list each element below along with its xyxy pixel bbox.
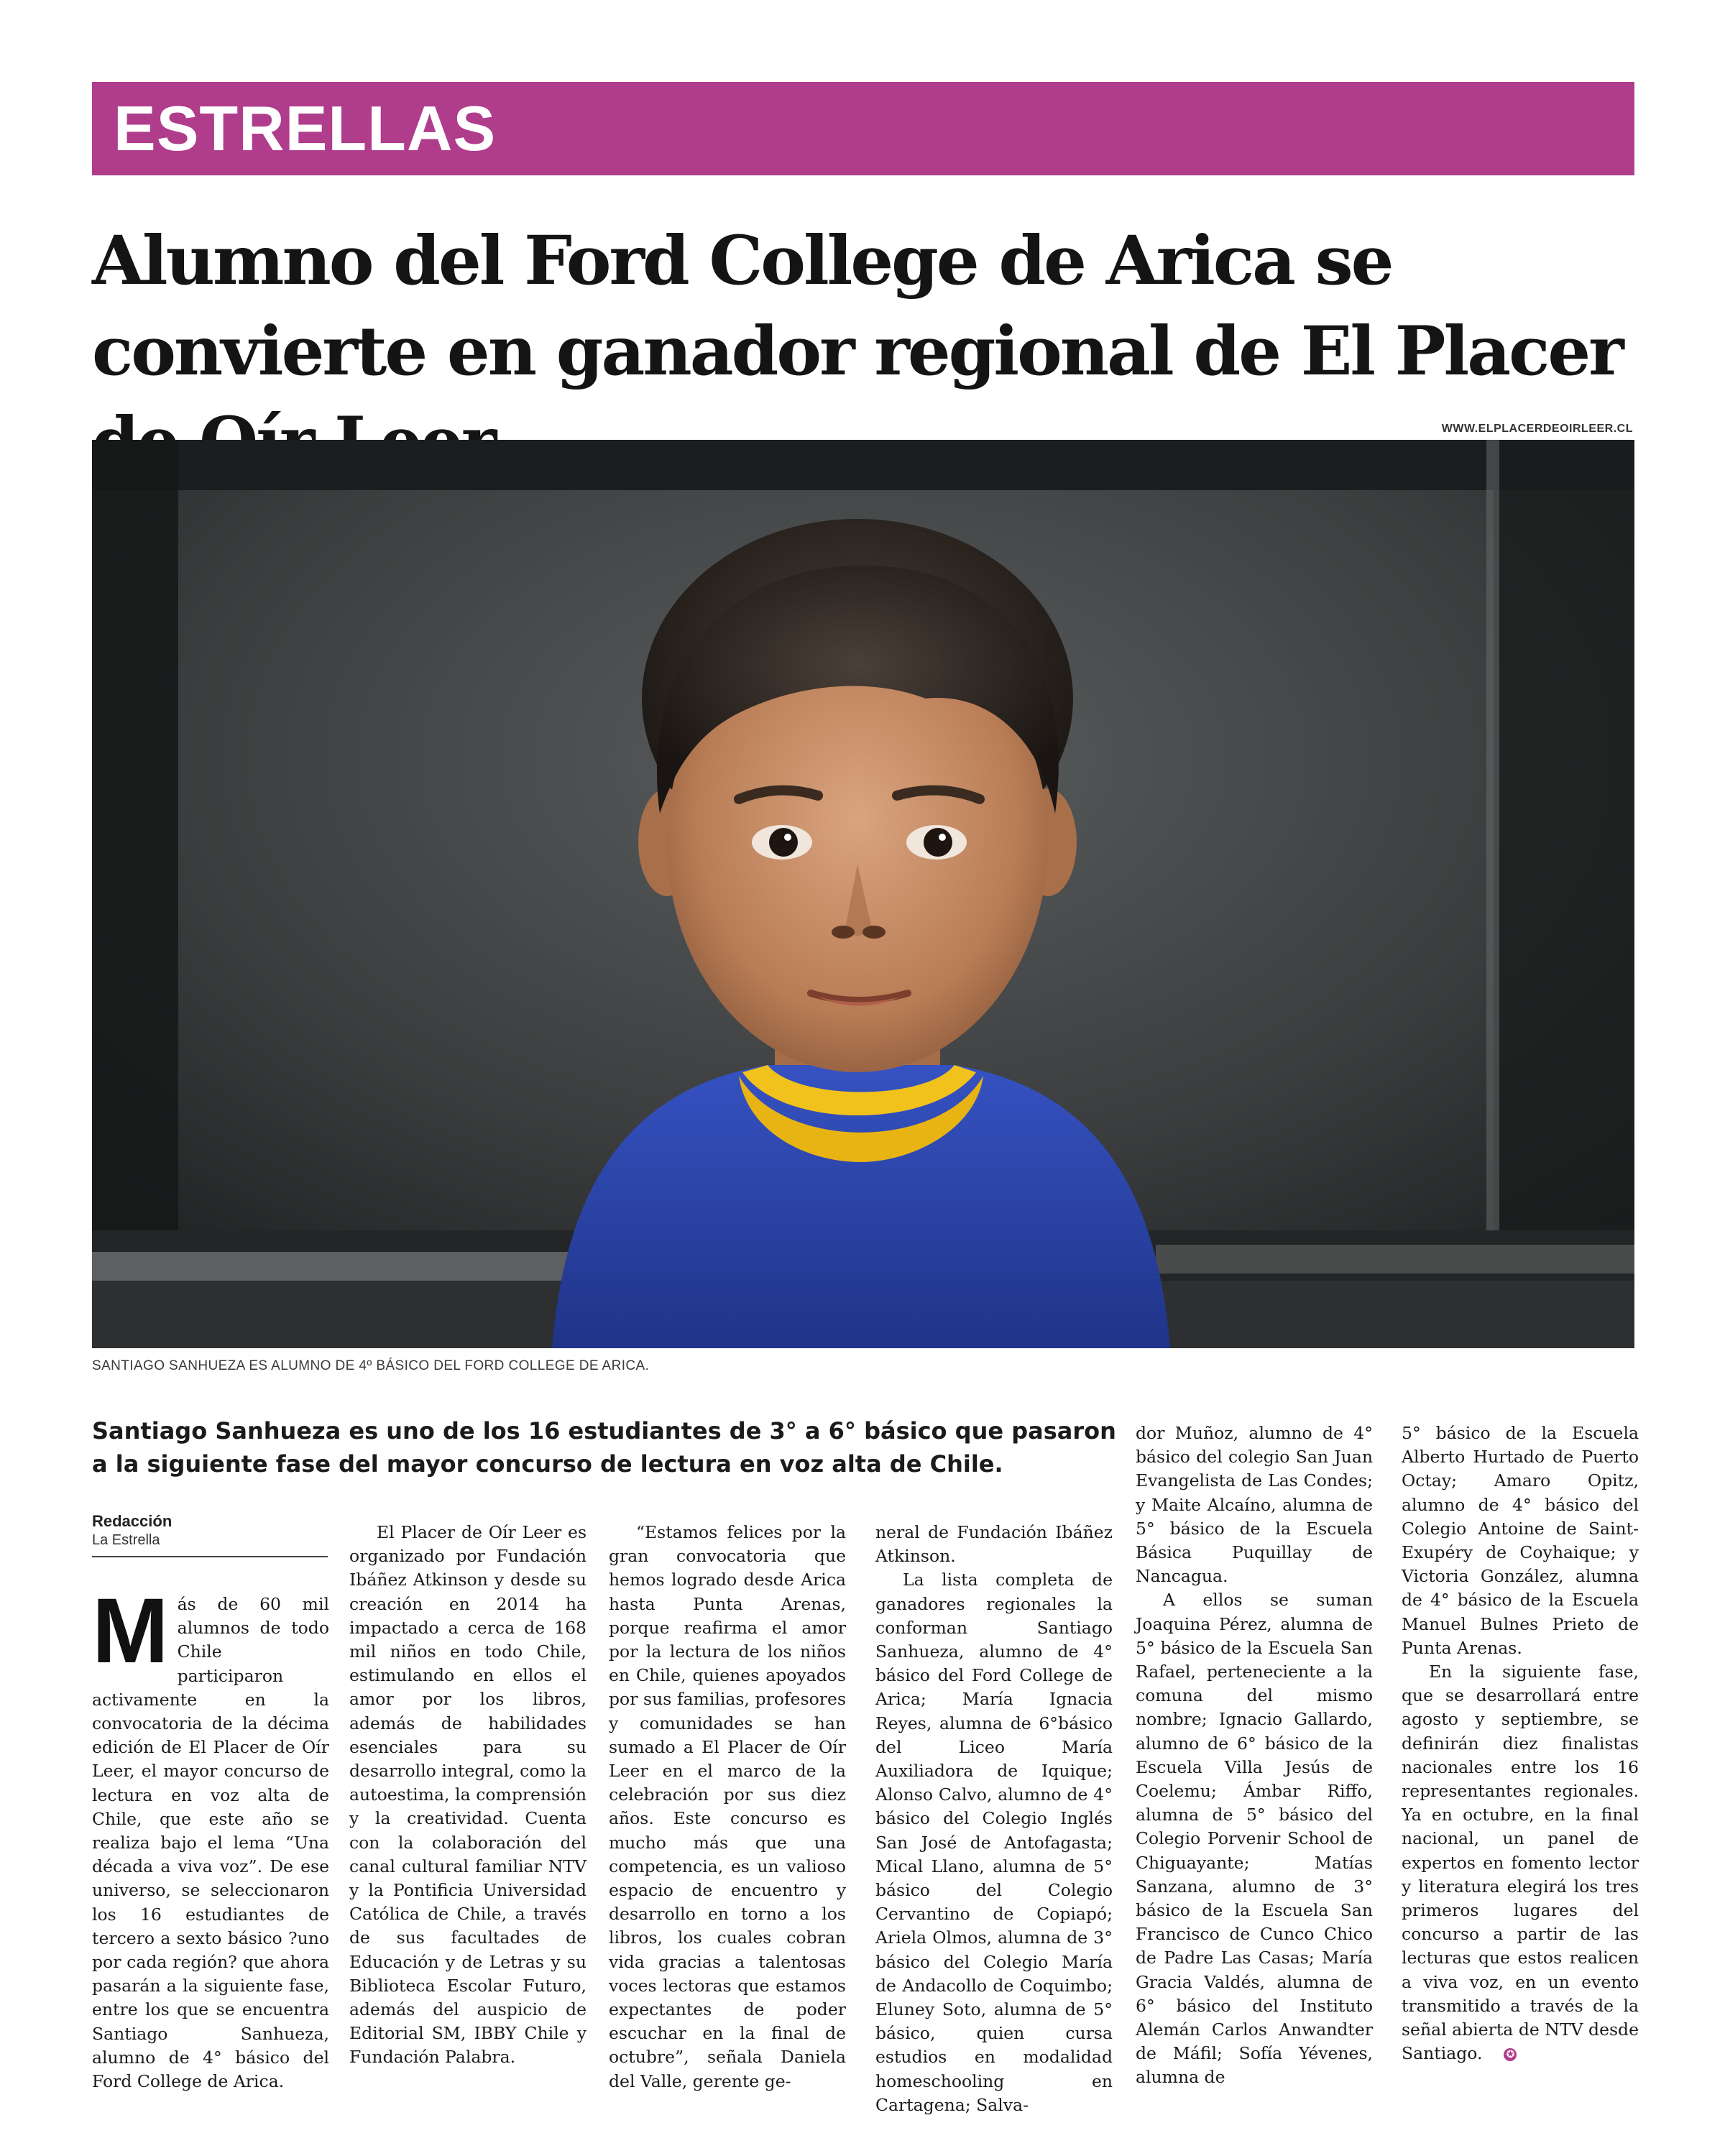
main-photo: [92, 440, 1634, 1348]
paragraph-text: En la siguiente fase, que se desarrollará entre agosto y septiembre, se definirán diez finalistas nacionales entre los 16 representantes regionales. Ya en octubre, en la final nacional, un panel de expertos en fomento lector y literatura elegirá los tres primeros lugares del concurso a partir de las lecturas que estos realicen a viva voz, en un evento transmitido a través de la señal abierta de NTV desde Santiago.: [1402, 1662, 1639, 2064]
star-end-mark-icon: ✪: [1504, 2048, 1517, 2061]
byline: [92, 1512, 328, 1557]
body-paragraph: dor Muñoz, alumno de 4° básico del colegio San Juan Evangelista de Las Condes; y Maite Alcaíno, alumna de 5° básico de la Escuela Básica Puquillay de Nancagua.: [1136, 1423, 1373, 1587]
photo-credit: WWW.ELPLACERDEOIRLEER.CL: [1441, 423, 1633, 435]
byline-author: Redacción: [92, 1512, 172, 1530]
body-paragraph: [92, 1580, 329, 2093]
body-column-5: [1136, 1422, 1373, 2090]
body-paragraph: La lista completa de ganadores regionales la conforman Santiago Sanhueza, alumno de 4° básico del Ford College de Arica; María Ignacia Reyes, alumna de 6°básico del Liceo María Auxiliadora de Iquique; Alonso Calvo, alumno de 4° básico del Colegio Inglés San José de Antofagasta; Mical Llano, alumna de 5° básico del Colegio Cervantino de Copiapó; Ariela Olmos, alumna de 3° básico del Colegio María de Andacollo de Coquimbo; Eluney Soto, alumna de 5° básico, quien cursa estudios en modalidad homeschooling en Cartagena; Salva-: [875, 1570, 1113, 2115]
body-paragraph: “Estamos felices por la gran convocatoria que hemos logrado desde Arica hasta Punta Arenas, porque reafirma el amor por la lectura de los niños en Chile, quienes apoyados por sus familias, profesores y comunidades se han sumado a El Placer de Oír Leer en el marco de la celebración por sus diez años. Este concurso es mucho más que una competencia, es un valioso espacio de encuentro y desarrollo en torno a los libros, los cuales cobran vida gracias a talentosas voces lectoras que estamos expectantes de poder escuchar en la final de octubre”, señala Daniela del Valle, gerente ge-: [609, 1522, 846, 2091]
body-paragraph: [1402, 1660, 1639, 2065]
headline: Alumno del Ford College de Arica se convierte en ganador regional de El Placer: [92, 221, 1622, 391]
section-title: ESTRELLAS: [114, 93, 497, 164]
body-column-4: [875, 1521, 1113, 2117]
body-column-2: [349, 1521, 586, 2070]
paragraph-text: ás de 60 mil alumnos de todo Chile participaron activamente en la convocatoria de la décima edición de El Placer de Oír Leer, el mayor concurso de lectura en voz alta de Chile, que este año se realiza bajo el lema “Una década a viva voz”. De ese universo, se seleccionaron los 16 estudiantes de tercero a sexto básico ?uno por cada región? que ahora pasarán a la siguiente fase, entre los que se encuentra Santiago Sanhueza, alumno de 4° básico del Ford College de Arica.: [92, 1594, 329, 2092]
lead-paragraph: Santiago Sanhueza es uno de los 16 estudiantes de 3° a 6° básico que pasaron a la siguiente fase del mayor concurso de lectura en voz alta de Chile.: [92, 1417, 1116, 1478]
drop-cap: M: [92, 1580, 169, 1682]
body-paragraph: 5° básico de la Escuela Alberto Hurtado de Puerto Octay; Amaro Opitz, alumno de 4° básico del Colegio Antoine de Saint-Exupéry de Coyhaique; y Victoria González, alumna de 4° básico de la Escuela Manuel Bulnes Prieto de Punta Arenas.: [1402, 1423, 1639, 1658]
photo-caption: SANTIAGO SANHUEZA ES ALUMNO DE 4º BÁSICO DEL FORD COLLEGE DE ARICA.: [92, 1358, 650, 1373]
body-paragraph: El Placer de Oír Leer es organizado por Fundación Ibáñez Atkinson y desde su creación en 2014 ha impactado a cerca de 168 mil niños en todo Chile, estimulando en ellos el amor por los libros, además de habilidades esenciales para su desarrollo integral, como la autoestima, la comprensión y la creatividad. Cuenta con la colaboración del canal cultural familiar NTV y la Pontificia Universidad Católica de Chile, a través de sus facultades de Educación y de Letras y su Biblioteca Escolar Futuro, además del auspicio de Editorial SM, IBBY Chile y Fundación Palabra.: [349, 1522, 586, 2068]
byline-outlet: La Estrella: [92, 1532, 160, 1548]
body-column-1: [92, 1580, 329, 2093]
body-paragraph: A ellos se suman Joaquina Pérez, alumna de 5° básico de la Escuela San Rafael, perteneciente a la comuna del mismo nombre; Ignacio Gallardo, alumno de 6° básico de la Escuela Villa Jesús de Coelemu; Ámbar Riffo, alumna de 5° básico del Colegio Porvenir School de Chiguayante; Matías Sanzana, alumno de 3° básico de la Escuela San Francisco de Cunco Chico de Padre Las Casas; María Gracia Valdés, alumna de 6° básico del Instituto Alemán Carlos Anwandter de Máfil; Sofía Yévenes, alumna de: [1136, 1590, 1373, 2088]
body-column-6: [1402, 1422, 1639, 2065]
body-column-3: [609, 1521, 846, 2093]
body-paragraph: neral de Fundación Ibáñez Atkinson.: [875, 1522, 1113, 1567]
section-banner: [92, 82, 1634, 175]
